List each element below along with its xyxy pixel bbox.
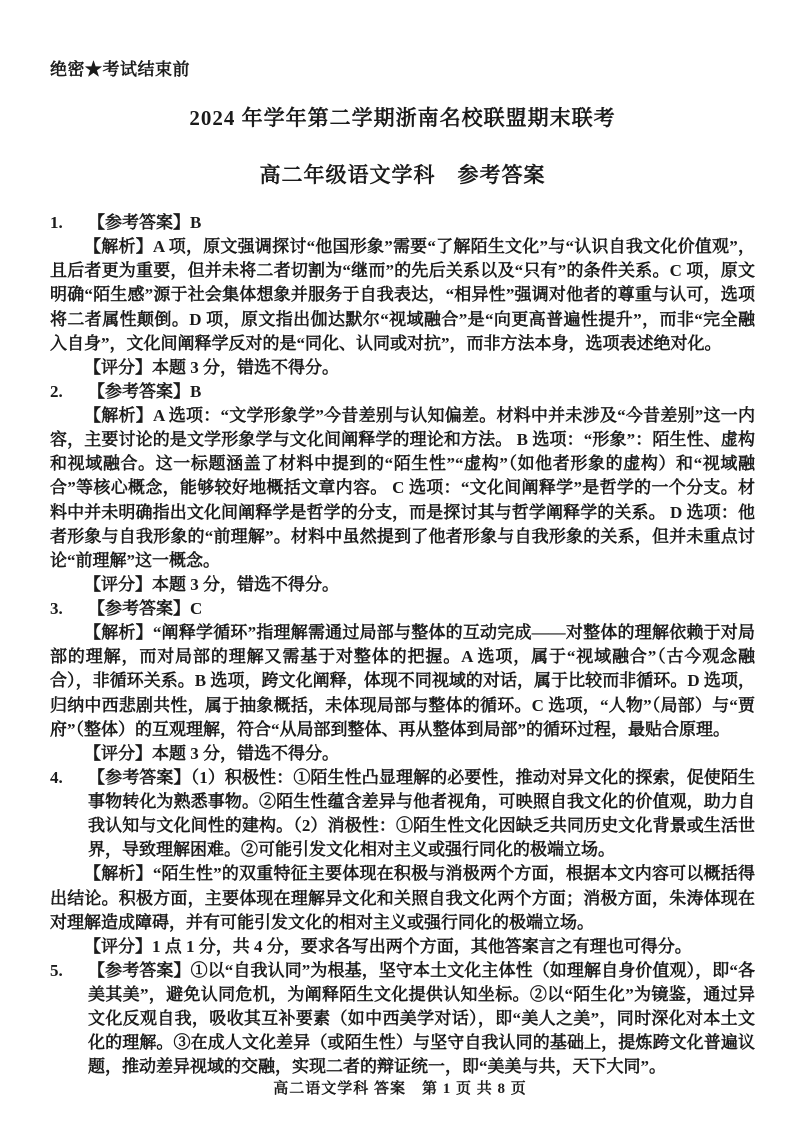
scoring-paragraph: 【评分】本题 3 分，错选不得分。 [84,357,339,377]
answer-block-3 [50,597,755,766]
question-number: 2. [50,381,63,401]
analysis-paragraph: 【解析】“阐释学循环”指理解需通过局部与整体的互动完成——对整体的理解依赖于对局部的理解，而对局部的理解又需基于对整体的把握。A 选项，属于“视域融合”（古今观念融合），非循环关系。B 选项，跨文化阐释，体现不同视域的对话，属于比较而非循环。D 选项，归纳中西悲剧共性，属于抽象概括，未体现局部与整体的循环。C 选项，“人物”（局部）与“贾府”（整体）的互观理解，符合“从局部到整体、再从整体到局部”的循环过程，最贴合原理。 [50,623,755,739]
analysis-paragraph: 【解析】A 项，原文强调探讨“他国形象”需要“了解陌生文化”与“认识自我文化价值观”，且后者更为重要，但并未将二者切割为“继而”的先后关系以及“只有”的条件关系。C 项，原文明确“陌生感”源于社会集体想象并服务于自我表达，“相异性”强调对他者的尊重与认可，选项将二者属性颠倒。D 项，原文指出伽达默尔“视域融合”是“向更高普遍性提升”，而非“完全融入自身”，文化间阐释学反对的是“同化、认同或对抗”，而非方法本身，选项表述绝对化。 [50,237,755,353]
security-notice: 绝密★考试结束前 [50,60,190,79]
reference-answer: 【参考答案】C [88,599,203,618]
answer-block-1 [50,211,755,380]
reference-answer: 【参考答案】B [88,381,202,401]
reference-answer: 【参考答案】B [88,213,202,232]
page-footer: 高二语文学科 答案 第 1 页 共 8 页 [273,1081,527,1097]
answers-body [50,211,755,1080]
answer-line [50,959,755,1080]
answer-block-5 [50,959,755,1080]
question-number: 1. [50,213,63,232]
analysis-paragraph: 【解析】A 选项：“文学形象学”今昔差别与认知偏差。材料中并未涉及“今昔差别”这一内容，主要讨论的是文学形象学与文化间阐释学的理论和方法。 B 选项：“形象”：陌生性、虚构和视域融合。这一标题涵盖了材料中提到的“陌生性”“虚构”（如他者形象的虚构）和“视域融合”等核心概念，能够较好地概括文章内容。 C 选项：“文化间阐释学”是哲学的一个分支。材料中并未明确指出文化间阐释学是哲学的分支，而是探讨其与哲学阐释学的关系。 D 选项：他者形象与自我形象的“前理解”。材料中虽然提到了他者形象与自我形象的关系，但并未重点讨论“前理解”这一概念。 [50,406,755,570]
answer-block-2 [50,380,755,597]
answer-line [50,211,755,235]
exam-subtitle: 高二年级语文学科 参考答案 [259,163,546,187]
answer-line [50,597,755,621]
question-number: 5. [50,960,63,980]
answer-block-4 [50,766,755,959]
question-number: 4. [50,767,63,787]
scoring-paragraph: 【评分】本题 3 分，错选不得分。 [84,743,339,763]
answer-line [50,380,755,404]
scoring-paragraph: 【评分】本题 3 分，错选不得分。 [84,574,339,594]
reference-answer: 【参考答案】（1）积极性：①陌生性凸显理解的必要性，推动对异文化的探索，促使陌生事物转化为熟悉事物。②陌生性蕴含差异与他者视角，可映照自我文化的价值观，助力自我认知与文化间性的建构。（2）消极性：①陌生性文化因缺乏共同历史文化背景或生活世界，导致理解困难。②可能引发文化相对主义或强行同化的极端立场。 [88,767,755,860]
scoring-paragraph: 【评分】1 点 1 分，共 4 分，要求各写出两个方面，其他答案言之有理也可得分。 [84,936,692,956]
answer-line [50,766,755,863]
exam-title: 2024 年学年第二学期浙南名校联盟期末联考 [189,106,616,130]
question-number: 3. [50,599,63,618]
reference-answer: 【参考答案】①以“自我认同”为根基，坚守本土文化主体性（如理解自身价值观），即“各美其美”，避免认同危机，为阐释陌生文化提供认知坐标。②以“陌生化”为镜鉴，通过异文化反观自我，吸收其互补要素（如中西美学对话），即“美人之美”，同时深化对本土文化的理解。③在成人文化差异（或陌生性）与坚守自我认同的基础上，提炼跨文化普遍议题，推动差异视域的交融，实现二者的辩证统一，即“美美与共，天下大同”。 [88,960,755,1077]
analysis-paragraph: 【解析】“陌生性”的双重特征主要体现在积极与消极两个方面，根据本文内容可以概括得出结论。积极方面，主要体现在理解异文化和关照自我文化两个方面；消极方面，朱涛体现在对理解造成障碍，并有可能引发文化的相对主义或强行同化的极端立场。 [50,864,755,932]
